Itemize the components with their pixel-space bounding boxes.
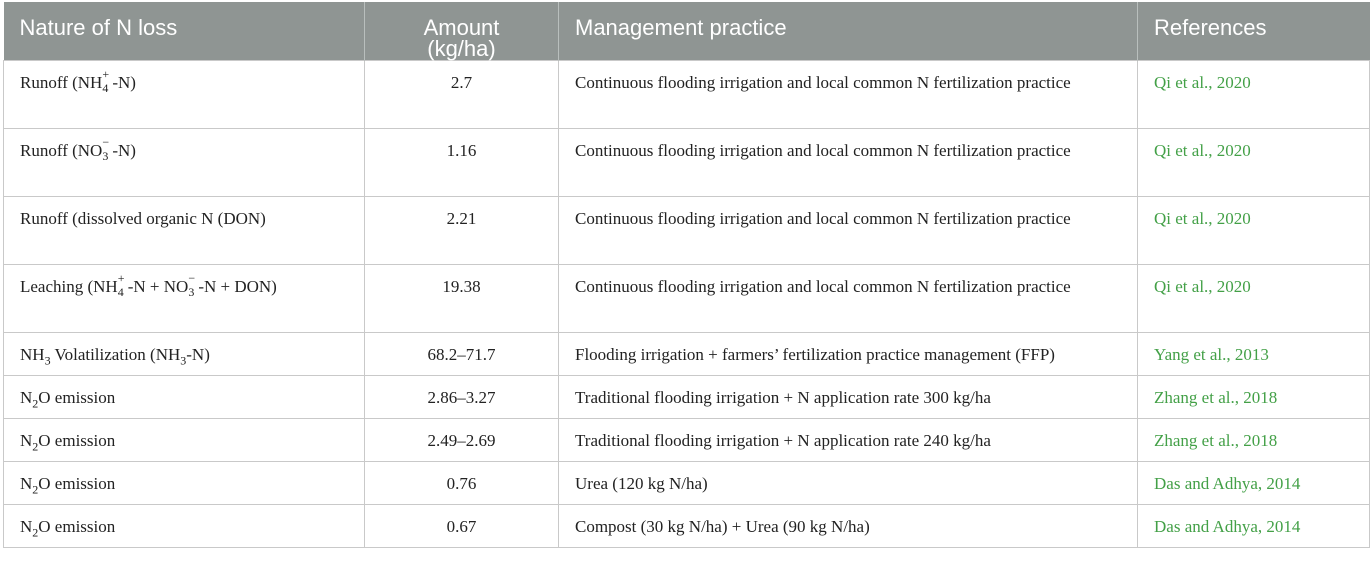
cell-amount: 19.38 <box>365 264 559 332</box>
n-loss-table <box>3 2 1370 548</box>
reference-link[interactable]: Zhang et al., 2018 <box>1138 418 1370 461</box>
table-row <box>4 60 1370 128</box>
cell-amount: 2.86–3.27 <box>365 375 559 418</box>
table-row <box>4 128 1370 196</box>
reference-link[interactable]: Qi et al., 2020 <box>1138 196 1370 264</box>
table-row <box>4 196 1370 264</box>
cell-amount: 0.76 <box>365 461 559 504</box>
reference-link[interactable]: Das and Adhya, 2014 <box>1138 461 1370 504</box>
cell-nature: $N_2O$ emission <box>4 504 365 547</box>
reference-link[interactable]: Qi et al., 2020 <box>1138 264 1370 332</box>
table-row <box>4 461 1370 504</box>
cell-practice: Traditional flooding irrigation + N application rate 240 kg/ha <box>559 418 1138 461</box>
header-amount-line2: (kg/ha) <box>427 36 496 61</box>
cell-practice: Compost (30 kg N/ha) + Urea (90 kg N/ha) <box>559 504 1138 547</box>
header-amount <box>365 2 559 60</box>
table-row <box>4 332 1370 375</box>
reference-link[interactable]: Yang et al., 2013 <box>1138 332 1370 375</box>
header-practice: Management practice <box>559 2 1138 60</box>
cell-amount: 2.7 <box>365 60 559 128</box>
header-references: References <box>1138 2 1370 60</box>
cell-practice: Traditional flooding irrigation + N application rate 300 kg/ha <box>559 375 1138 418</box>
cell-nature: Runoff (NH + 4 -N) <box>4 60 365 128</box>
table-row <box>4 504 1370 547</box>
table-row <box>4 264 1370 332</box>
table-row <box>4 375 1370 418</box>
cell-amount: 2.21 <box>365 196 559 264</box>
cell-nature: Leaching (NH + 4 -N + NO − 3 -N + DON) <box>4 264 365 332</box>
header-amount-line1: Amount <box>423 15 500 40</box>
reference-link[interactable]: Zhang et al., 2018 <box>1138 375 1370 418</box>
reference-link[interactable]: Qi et al., 2020 <box>1138 128 1370 196</box>
cell-practice: Continuous flooding irrigation and local common N fertilization practice <box>559 60 1138 128</box>
cell-nature: $N_2O$ emission <box>4 418 365 461</box>
cell-practice: Continuous flooding irrigation and local common N fertilization practice <box>559 196 1138 264</box>
table-row <box>4 418 1370 461</box>
reference-link[interactable]: Qi et al., 2020 <box>1138 60 1370 128</box>
cell-nature: $N_2O$ emission <box>4 375 365 418</box>
cell-nature: $NH_3$ Volatilization $(NH_3-N)$ <box>4 332 365 375</box>
cell-nature: $N_2O$ emission <box>4 461 365 504</box>
cell-amount: 68.2–71.7 <box>365 332 559 375</box>
reference-link[interactable]: Das and Adhya, 2014 <box>1138 504 1370 547</box>
header-nature: Nature of N loss <box>4 2 365 60</box>
cell-practice: Urea (120 kg N/ha) <box>559 461 1138 504</box>
cell-nature: Runoff (NO − 3 -N) <box>4 128 365 196</box>
cell-amount: 1.16 <box>365 128 559 196</box>
cell-practice: Flooding irrigation + farmers’ fertilization practice management (FFP) <box>559 332 1138 375</box>
cell-amount: 0.67 <box>365 504 559 547</box>
cell-nature: Runoff (dissolved organic N (DON) <box>4 196 365 264</box>
header-row <box>4 2 1370 60</box>
cell-amount: 2.49–2.69 <box>365 418 559 461</box>
cell-practice: Continuous flooding irrigation and local common N fertilization practice <box>559 264 1138 332</box>
cell-practice: Continuous flooding irrigation and local common N fertilization practice <box>559 128 1138 196</box>
